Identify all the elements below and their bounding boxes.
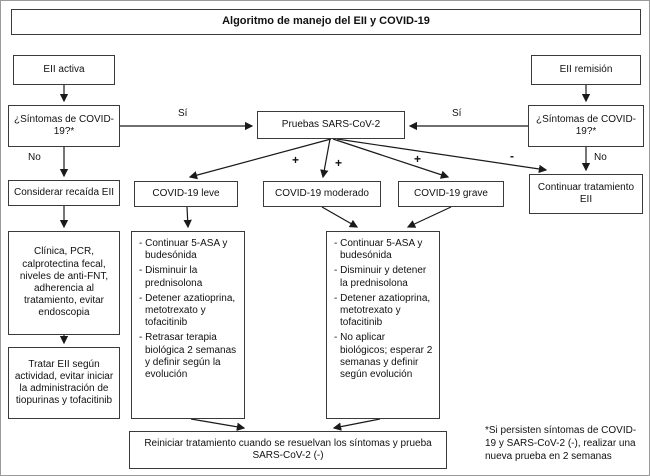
arrow-pruebas-pos-to-moderado <box>323 139 330 177</box>
node-considerar-recaida: Considerar recaída EII <box>8 180 120 206</box>
node-tratar-eii: Tratar EII según actividad, evitar iniciar la administración de tiopurinas y tofacitinib <box>8 347 120 419</box>
arrow-grave-to-tratamiento <box>408 207 451 227</box>
edge-label-positivo-moderado: + <box>335 156 343 170</box>
arrow-pruebas-pos-to-leve <box>190 139 331 177</box>
treatment-item: - Continuar 5-ASA y budesónida <box>334 238 423 262</box>
node-reiniciar-tratamiento: Reiniciar tratamiento cuando se resuelvan los síntomas y prueba SARS-CoV-2 (-) <box>129 431 447 469</box>
edge-label-no-derecha: No <box>594 152 607 163</box>
node-covid-grave: COVID-19 grave <box>398 181 504 207</box>
treatment-item: - Retrasar terapia biológica 2 semanas y definir según la evolución <box>139 332 237 380</box>
footnote: *Si persisten síntomas de COVID-19 y SARS-CoV-2 (-), realizar una nueva prueba en 2 semanas <box>485 425 637 462</box>
arrow-txleve-to-reiniciar <box>191 419 244 428</box>
node-eii-remision: EII remisión <box>531 55 641 85</box>
arrow-pruebas-pos-to-grave <box>333 139 448 177</box>
node-covid-leve: COVID-19 leve <box>134 181 238 207</box>
node-tratamiento-covid-leve <box>131 231 245 419</box>
arrow-moderado-to-tratamiento <box>322 207 357 227</box>
node-tratamiento-covid-moderado-grave <box>326 231 440 419</box>
diagram-title: Algoritmo de manejo del EII y COVID-19 <box>11 9 641 35</box>
arrow-leve-to-tratamiento <box>187 207 188 227</box>
node-pruebas-sars-cov-2: Pruebas SARS-CoV-2 <box>257 111 405 139</box>
edge-label-no-izquierda: No <box>28 152 41 163</box>
edge-label-si-derecha: Sí <box>452 108 462 119</box>
treatment-item: - Disminuir y detener la prednisolona <box>334 265 427 289</box>
edge-label-si-izquierda: Sí <box>178 108 188 119</box>
treatment-item: - Disminuir la prednisolona <box>139 265 203 289</box>
node-sintomas-covid-derecha: ¿Síntomas de COVID-19?* <box>528 105 644 147</box>
arrow-txmoderado-to-reiniciar <box>334 419 380 428</box>
treatment-item: - No aplicar biológicos; esperar 2 semanas y definir según evolución <box>334 332 433 380</box>
node-sintomas-covid-izquierda: ¿Síntomas de COVID-19?* <box>8 105 120 147</box>
node-eii-activa: EII activa <box>13 55 115 85</box>
edge-label-positivo-grave: + <box>414 152 422 166</box>
node-covid-moderado: COVID-19 moderado <box>263 181 381 207</box>
node-continuar-tratamiento: Continuar tratamiento EII <box>529 174 643 214</box>
treatment-item: - Continuar 5-ASA y budesónida <box>139 238 228 262</box>
treatment-item: - Detener azatioprina, metotrexato y tofacitinib <box>139 292 236 329</box>
edge-label-positivo-leve: + <box>292 153 300 167</box>
edge-label-negativo: - <box>510 149 514 163</box>
node-evaluacion-clinica: Clínica, PCR, calprotectina fecal, niveles de anti-FNT, adherencia al tratamiento, evitar endoscopia <box>8 231 120 335</box>
treatment-item: - Detener azatioprina, metotrexato y tofacitinib <box>334 292 431 329</box>
